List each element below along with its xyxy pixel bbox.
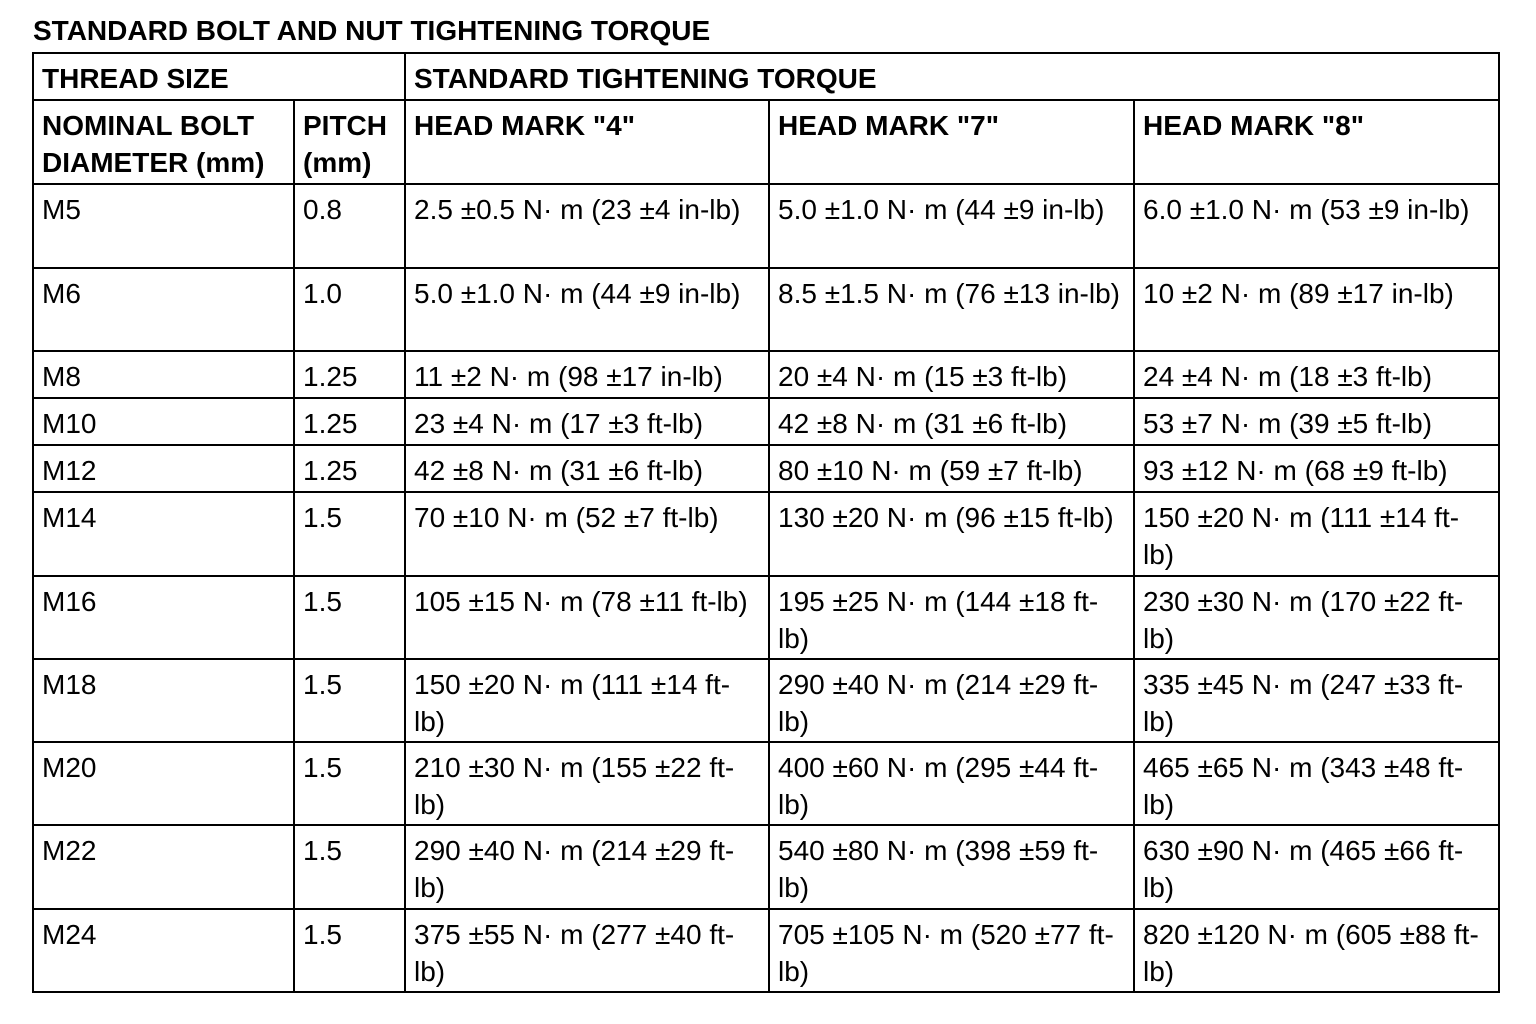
table-row <box>33 398 1499 445</box>
head-mark-4-torque-cell: 5.0 ±1.0 N· m (44 ±9 in-lb) <box>405 268 769 351</box>
head-mark-8-torque-cell: 10 ±2 N· m (89 ±17 in-lb) <box>1134 268 1499 351</box>
pitch-cell: 1.5 <box>294 742 405 825</box>
head-mark-4-torque-cell: 105 ±15 N· m (78 ±11 ft-lb) <box>405 576 769 659</box>
pitch-header-line1: PITCH <box>303 110 387 142</box>
head-mark-4-header: HEAD MARK "4" <box>405 100 769 184</box>
head-mark-4-torque-cell: 150 ±20 N· m (111 ±14 ft-lb) <box>405 659 769 742</box>
table-row <box>33 825 1499 908</box>
head-mark-8-torque-cell: 24 ±4 N· m (18 ±3 ft-lb) <box>1134 351 1499 398</box>
bolt-size-cell: M20 <box>33 742 294 825</box>
nominal-diameter-header <box>33 100 294 184</box>
pitch-cell: 1.5 <box>294 659 405 742</box>
standard-torque-header: STANDARD TIGHTENING TORQUE <box>405 53 1499 100</box>
pitch-header-line2: (mm) <box>303 147 372 179</box>
header-row-columns <box>33 100 1499 184</box>
head-mark-8-torque-cell: 93 ±12 N· m (68 ±9 ft-lb) <box>1134 445 1499 492</box>
table-row <box>33 351 1499 398</box>
head-mark-4-torque-cell: 70 ±10 N· m (52 ±7 ft-lb) <box>405 492 769 575</box>
bolt-size-cell: M18 <box>33 659 294 742</box>
head-mark-8-header: HEAD MARK "8" <box>1134 100 1499 184</box>
head-mark-7-torque-cell: 80 ±10 N· m (59 ±7 ft-lb) <box>769 445 1134 492</box>
head-mark-4-torque-cell: 210 ±30 N· m (155 ±22 ft-lb) <box>405 742 769 825</box>
head-mark-8-torque-cell: 630 ±90 N· m (465 ±66 ft-lb) <box>1134 825 1499 908</box>
head-mark-8-torque-cell: 335 ±45 N· m (247 ±33 ft-lb) <box>1134 659 1499 742</box>
table-row <box>33 742 1499 825</box>
table-row <box>33 268 1499 351</box>
head-mark-7-torque-cell: 540 ±80 N· m (398 ±59 ft-lb) <box>769 825 1134 908</box>
head-mark-7-torque-cell: 20 ±4 N· m (15 ±3 ft-lb) <box>769 351 1134 398</box>
pitch-cell: 1.5 <box>294 825 405 908</box>
head-mark-7-torque-cell: 42 ±8 N· m (31 ±6 ft-lb) <box>769 398 1134 445</box>
bolt-size-cell: M10 <box>33 398 294 445</box>
head-mark-8-torque-cell: 820 ±120 N· m (605 ±88 ft-lb) <box>1134 909 1499 992</box>
table-row <box>33 909 1499 992</box>
head-mark-4-torque-cell: 11 ±2 N· m (98 ±17 in-lb) <box>405 351 769 398</box>
head-mark-8-torque-cell: 230 ±30 N· m (170 ±22 ft-lb) <box>1134 576 1499 659</box>
head-mark-7-torque-cell: 5.0 ±1.0 N· m (44 ±9 in-lb) <box>769 184 1134 267</box>
nominal-diameter-header-line2: DIAMETER (mm) <box>42 147 265 179</box>
torque-table-body <box>33 53 1499 992</box>
head-mark-7-torque-cell: 195 ±25 N· m (144 ±18 ft-lb) <box>769 576 1134 659</box>
head-mark-7-torque-cell: 705 ±105 N· m (520 ±77 ft-lb) <box>769 909 1134 992</box>
thread-size-header: THREAD SIZE <box>33 53 405 100</box>
table-row <box>33 659 1499 742</box>
head-mark-7-header: HEAD MARK "7" <box>769 100 1134 184</box>
head-mark-4-torque-cell: 2.5 ±0.5 N· m (23 ±4 in-lb) <box>405 184 769 267</box>
head-mark-7-torque-cell: 130 ±20 N· m (96 ±15 ft-lb) <box>769 492 1134 575</box>
pitch-header <box>294 100 405 184</box>
head-mark-4-torque-cell: 42 ±8 N· m (31 ±6 ft-lb) <box>405 445 769 492</box>
header-row-group <box>33 53 1499 100</box>
bolt-size-cell: M16 <box>33 576 294 659</box>
head-mark-4-torque-cell: 375 ±55 N· m (277 ±40 ft-lb) <box>405 909 769 992</box>
bolt-size-cell: M5 <box>33 184 294 267</box>
nominal-diameter-header-line1: NOMINAL BOLT <box>42 110 255 142</box>
head-mark-4-torque-cell: 23 ±4 N· m (17 ±3 ft-lb) <box>405 398 769 445</box>
table-row <box>33 492 1499 575</box>
pitch-cell: 1.25 <box>294 351 405 398</box>
pitch-cell: 0.8 <box>294 184 405 267</box>
pitch-cell: 1.25 <box>294 398 405 445</box>
torque-table <box>32 52 1500 993</box>
bolt-size-cell: M22 <box>33 825 294 908</box>
pitch-cell: 1.5 <box>294 492 405 575</box>
head-mark-4-torque-cell: 290 ±40 N· m (214 ±29 ft-lb) <box>405 825 769 908</box>
head-mark-8-torque-cell: 6.0 ±1.0 N· m (53 ±9 in-lb) <box>1134 184 1499 267</box>
bolt-size-cell: M14 <box>33 492 294 575</box>
pitch-cell: 1.0 <box>294 268 405 351</box>
pitch-cell: 1.5 <box>294 909 405 992</box>
bolt-size-cell: M12 <box>33 445 294 492</box>
table-row <box>33 184 1499 267</box>
bolt-size-cell: M24 <box>33 909 294 992</box>
bolt-size-cell: M8 <box>33 351 294 398</box>
bolt-size-cell: M6 <box>33 268 294 351</box>
page-title: STANDARD BOLT AND NUT TIGHTENING TORQUE <box>33 15 711 46</box>
head-mark-7-torque-cell: 400 ±60 N· m (295 ±44 ft-lb) <box>769 742 1134 825</box>
head-mark-8-torque-cell: 465 ±65 N· m (343 ±48 ft-lb) <box>1134 742 1499 825</box>
head-mark-7-torque-cell: 8.5 ±1.5 N· m (76 ±13 in-lb) <box>769 268 1134 351</box>
head-mark-8-torque-cell: 150 ±20 N· m (111 ±14 ft-lb) <box>1134 492 1499 575</box>
table-row <box>33 576 1499 659</box>
head-mark-8-torque-cell: 53 ±7 N· m (39 ±5 ft-lb) <box>1134 398 1499 445</box>
pitch-cell: 1.5 <box>294 576 405 659</box>
head-mark-7-torque-cell: 290 ±40 N· m (214 ±29 ft-lb) <box>769 659 1134 742</box>
pitch-cell: 1.25 <box>294 445 405 492</box>
table-row <box>33 445 1499 492</box>
